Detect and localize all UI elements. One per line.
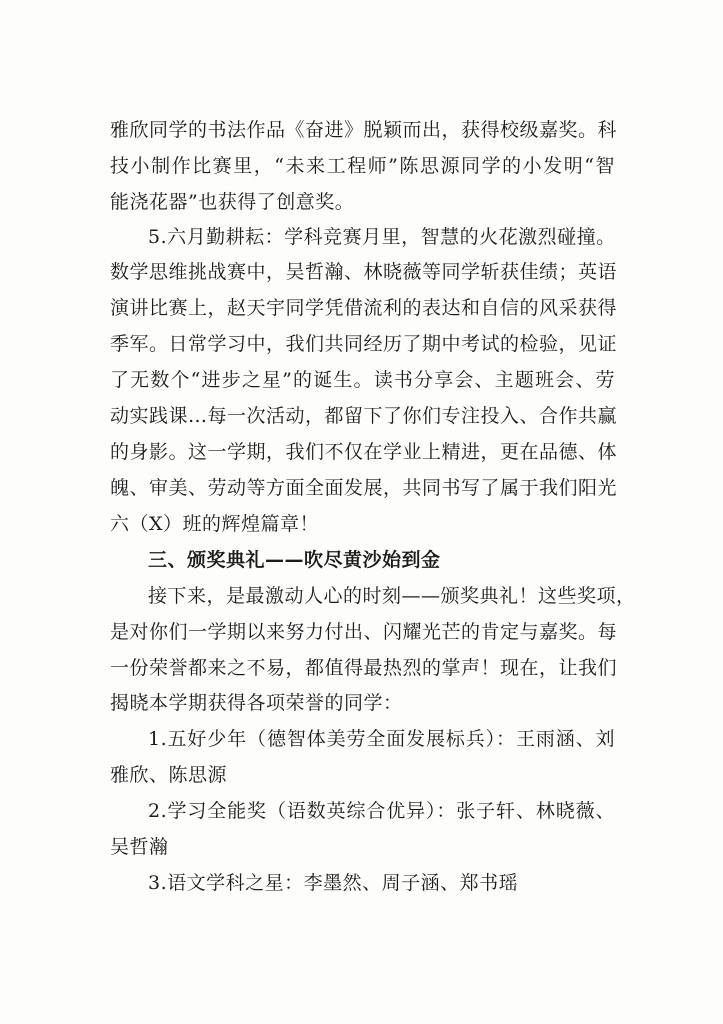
text-line: 技小制作比赛里，“未来工程师”陈思源同学的小发明“智 <box>110 155 615 177</box>
text-line: 能浇花器”也获得了创意奖。 <box>110 191 355 213</box>
text-line: 演讲比赛上，赵天宇同学凭借流利的表达和自信的风采获得 <box>110 297 618 319</box>
list-item: 2.学习全能奖（语数英综合优异）：张子轩、林晓薇、 <box>148 800 615 822</box>
section-heading: 三、颁奖典礼——吹尽黄沙始到金 <box>148 549 441 571</box>
text-line: 了无数个“进步之星”的诞生。读书分享会、主题班会、劳 <box>110 369 615 391</box>
text-line: 5.六月勤耕耘：学科竞赛月里，智慧的火花激烈碰撞。 <box>148 226 616 248</box>
text-line: 雅欣、陈思源 <box>110 764 228 786</box>
text-line: 一份荣誉都来之不易，都值得最热烈的掌声！现在，让我们 <box>110 657 618 679</box>
text-line: 吴哲瀚 <box>110 836 169 858</box>
text-line: 季军。日常学习中，我们共同经历了期中考试的检验，见证 <box>110 333 618 355</box>
text-line: 魄、审美、劳动等方面全面发展，共同书写了属于我们阳光 <box>110 477 618 499</box>
text-line: 接下来，是最激动人心的时刻——颁奖典礼！这些奖项， <box>148 585 636 607</box>
text-line: 雅欣同学的书法作品《奋进》脱颖而出，获得校级嘉奖。科 <box>110 119 618 141</box>
text-line: 动实践课…每一次活动，都留下了你们专注投入、合作共赢 <box>110 405 618 427</box>
text-line: 是对你们一学期以来努力付出、闪耀光芒的肯定与嘉奖。每 <box>110 621 618 643</box>
text-line: 揭晓本学期获得各项荣誉的同学： <box>110 692 403 714</box>
text-line: 的身影。这一学期，我们不仅在学业上精进，更在品德、体 <box>110 441 618 463</box>
list-item: 3.语文学科之星：李墨然、周子涵、郑书瑶 <box>148 872 519 894</box>
text-line: 数学思维挑战赛中，吴哲瀚、林晓薇等同学斩获佳绩；英语 <box>110 261 618 283</box>
list-item: 1.五好少年（德智体美劳全面发展标兵）：王雨涵、刘 <box>148 728 615 750</box>
text-line: 六（X）班的辉煌篇章！ <box>110 513 320 535</box>
